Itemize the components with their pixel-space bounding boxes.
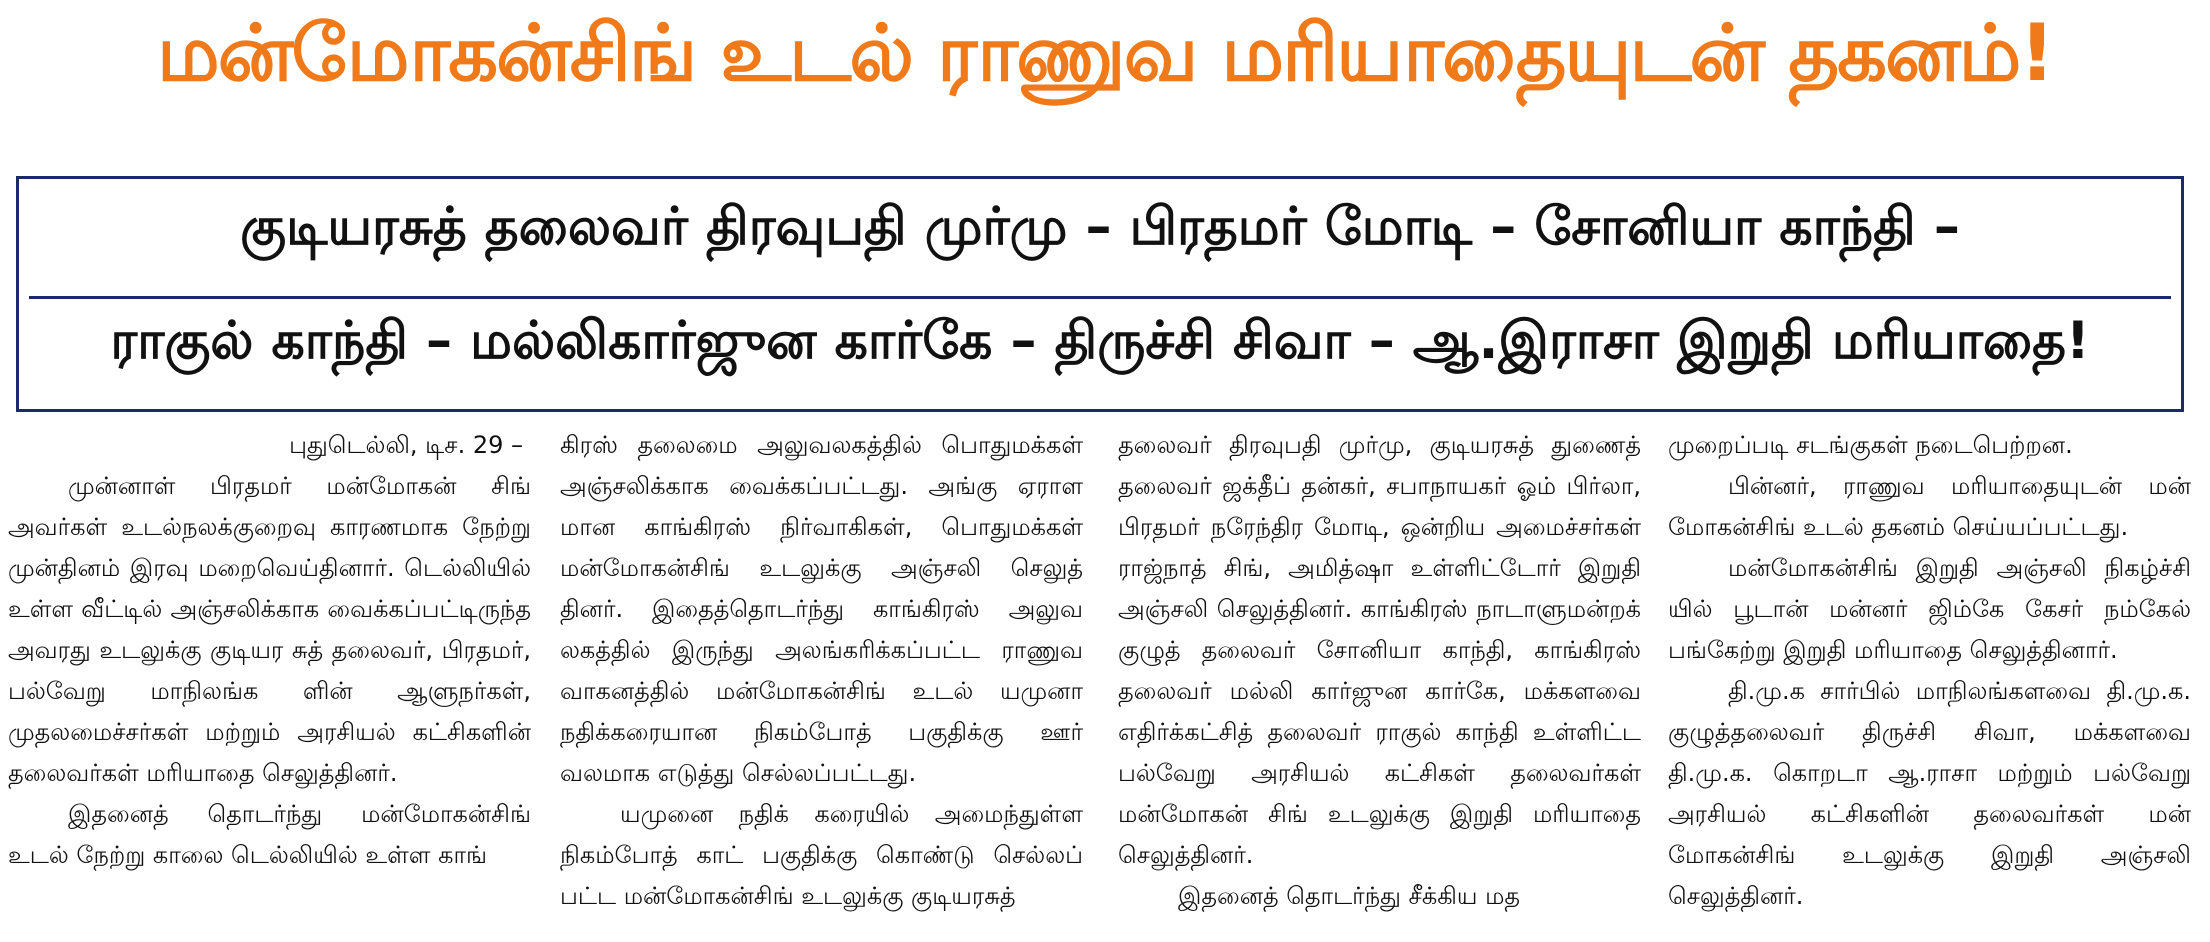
article-column-4	[1668, 425, 2191, 942]
article-column-2	[560, 425, 1083, 942]
paragraph: இதனைத் தொடர்ந்து மன்மோகன்சிங் உடல் நேற்று காலை டெல்லியில் உள்ள காங்	[8, 800, 531, 869]
dateline: புதுடெல்லி, டிச. 29 –	[289, 431, 523, 459]
subheadline-line-2: ராகுல் காந்தி – மல்லிகார்ஜுன கார்கே – திருச்சி சிவா – ஆ.இராசா இறுதி மரியாதை!	[110, 311, 2090, 371]
subheadline-box	[16, 176, 2184, 412]
subheadline-divider	[29, 296, 2171, 299]
paragraph: கிரஸ் தலைமை அலுவலகத்தில் பொதுமக்கள் அஞ்சலிக்காக வைக்கப்பட்டது. அங்கு ஏராள மான காங்கிரஸ் நிர்வாகிகள், பொதுமக்கள் மன்மோகன்சிங் உடலுக்கு அஞ்சலி செலுத் தினர். இதைத்தொடர்ந்து காங்கிரஸ் அலுவ லகத்தில் இருந்து அலங்கரிக்கப்பட்ட ராணுவ வாகனத்தில் மன்மோகன்சிங் உடல் யமுனா நதிக்கரையான நிகம்போத் பகுதிக்கு ஊர் வலமாக எடுத்து செல்லப்பட்டது.	[560, 431, 1083, 787]
paragraph: தி.மு.க சார்பில் மாநிலங்களவை தி.மு.க. குழுத்தலைவர் திருச்சி சிவா, மக்களவை தி.மு.க. கொறடா ஆ.ராசா மற்றும் பல்வேறு அரசியல் கட்சிகளின் தலைவர்கள் மன் மோகன்சிங் உடலுக்கு இறுதி அஞ்சலி செலுத்தினர்.	[1668, 677, 2191, 910]
article-column-1	[8, 425, 531, 942]
subheadline-line-1: குடியரசுத் தலைவர் திரவுபதி முர்மு – பிரதமர் மோடி – சோனியா காந்தி –	[240, 197, 1960, 257]
paragraph: முன்னாள் பிரதமர் மன்மோகன் சிங் அவர்கள் உடல்நலக்குறைவு காரணமாக நேற்று முன்தினம் இரவு மறைவெய்தினார். டெல்லியில் உள்ள வீட்டில் அஞ்சலிக்காக வைக்கப்பட்டிருந்த அவரது உடலுக்கு குடியர சுத் தலைவர், பிரதமர், பல்வேறு மாநிலங்க ளின் ஆளுநர்கள், முதலமைச்சர்கள் மற்றும் அரசியல் கட்சிகளின் தலைவர்கள் மரியாதை செலுத்தினர்.	[8, 472, 531, 787]
paragraph: முறைப்படி சடங்குகள் நடைபெற்றன.	[1668, 431, 2073, 459]
article-column-3	[1118, 425, 1641, 942]
paragraph: மன்மோகன்சிங் இறுதி அஞ்சலி நிகழ்ச்சி யில் பூடான் மன்னர் ஜிம்கே கேசர் நம்கேல் பங்கேற்று இறுதி மரியாதை செலுத்தினார்.	[1668, 554, 2191, 664]
paragraph: யமுனை நதிக் கரையில் அமைந்துள்ள நிகம்போத் காட் பகுதிக்கு கொண்டு செல்லப் பட்ட மன்மோகன்சிங் உடலுக்கு குடியரசுத்	[560, 800, 1083, 910]
headline: மன்மோகன்சிங் உடல் ராணுவ மரியாதையுடன் தகனம்!	[156, 9, 2054, 99]
paragraph: பின்னர், ராணுவ மரியாதையுடன் மன் மோகன்சிங் உடல் தகனம் செய்யப்பட்டது.	[1668, 472, 2191, 541]
paragraph: இதனைத் தொடர்ந்து சீக்கிய மத	[1178, 882, 1521, 910]
paragraph: தலைவர் திரவுபதி முர்மு, குடியரசுத் துணைத் தலைவர் ஜக்தீப் தன்கர், சபாநாயகர் ஓம் பிர்லா, பிரதமர் நரேந்திர மோடி, ஒன்றிய அமைச்சர்கள் ராஜ்நாத் சிங், அமித்ஷா உள்ளிட்டோர் இறுதி அஞ்சலி செலுத்தினர். காங்கிரஸ் நாடாளுமன்றக் குழுத் தலைவர் சோனியா காந்தி, காங்கிரஸ் தலைவர் மல்லி கார்ஜுன கார்கே, மக்களவை எதிர்க்கட்சித் தலைவர் ராகுல் காந்தி உள்ளிட்ட பல்வேறு அரசியல் கட்சிகள் தலைவர்கள் மன்மோகன் சிங் உடலுக்கு இறுதி மரியாதை செலுத்தினர்.	[1118, 431, 1641, 869]
article-body	[8, 425, 2204, 942]
